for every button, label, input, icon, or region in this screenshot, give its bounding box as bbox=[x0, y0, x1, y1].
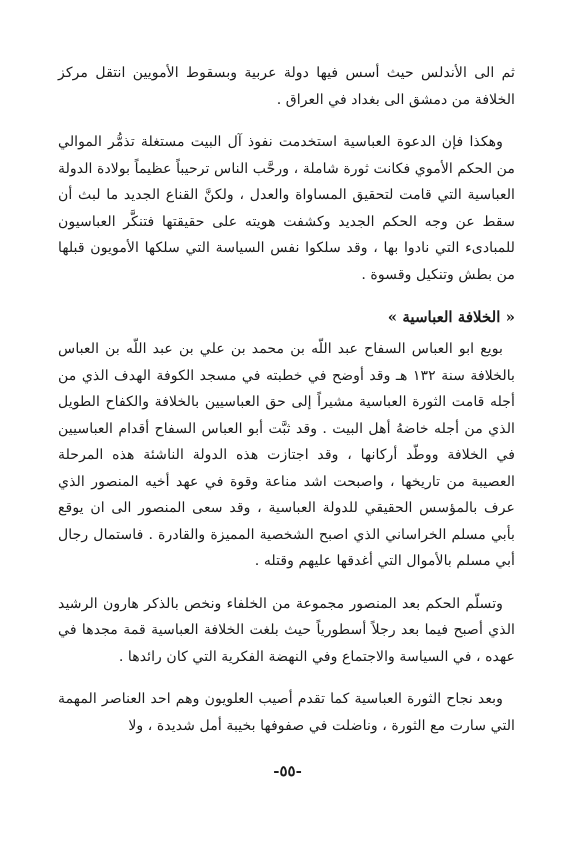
paragraph-3: بويع ابو العباس السفاح عبد اللّه بن محمد بن علي بن عبد اللّه بن العباس بالخلافة سنة ١٣٢ هـ وقد أوضح في خطبته في مسجد الكوفة الهدف الذي من أجله قامت الثورة العباسية مشيراً إلى حق العباسيين بالخلافة والكفاح الطويل الذي من أجله خاضهُ أهل البيت . وقد ثبَّت أبو العباس السفاح أقدام العباسيين في الخلافة ووطّد أركانها ، وقد اجتازت هذه الدولة الناشئة هذه المرحلة العصيبة من تاريخها ، واصبحت اشد مناعة وقوة في عهد أخيه المنصور الذي عرف بالمؤسس الحقيقي للدولة العباسية ، وقد سعى المنصور الى ان يوقع بأبي مسلم الخراساني الذي اصبح الشخصية المميزة والقادرة . فاستمال رجال أبي مسلم بالأموال التي أغدقها عليهم وقتله . bbox=[58, 341, 516, 569]
paragraph-5: وبعد نجاح الثورة العباسية كما تقدم أصيب العلويون وهم احد العناصر المهمة التي سارت مع الثورة ، وناضلت في صفوفها بخيبة أمل شديدة ، ولا bbox=[58, 691, 515, 734]
paragraph-gap bbox=[58, 288, 515, 304]
paragraph-gap bbox=[58, 670, 515, 686]
paragraph-2: وهكذا فإن الدعوة العباسية استخدمت نفوذ آل البيت مستغلة تذمُّر الموالي من الحكم الأموي فكانت ثورة شاملة ، ورحَّب الناس ترحيباً عظيماً بولادة الدولة العباسية التي قامت لتحقيق المساواة والعدل ، ولكنَّ القناع الجديد ما لبث أن سقط عن وجه الحكم الجديد وكشفت هويته على حقيقتها فتنكَّر العباسيون للمبادىء التي نادوا بها ، وقد سلكوا نفس السياسة التي سلكها الأمويون قبلها من بطش وتنكيل وقسوة . bbox=[58, 134, 515, 283]
page-number: -٥٥- bbox=[273, 762, 302, 780]
paragraph-4: وتسلّم الحكم بعد المنصور مجموعة من الخلفاء ونخص بالذكر هارون الرشيد الذي أصبح فيما بعد رجلاً أسطورياً حيث بلغت الخلافة العباسية قمة مجدها في عهده ، في السياسة والاجتماع وفي النهضة الفكرية التي كان رائدها . bbox=[58, 595, 515, 665]
paragraph-1: ثم الى الأندلس حيث أسس فيها دولة عربية وبسقوط الأمويين انتقل مركز الخلافة من دمشق الى بغداد في العراق . bbox=[58, 65, 515, 108]
paragraph-gap bbox=[58, 113, 515, 129]
section-heading: « الخلافة العباسية » bbox=[387, 308, 515, 326]
page-body bbox=[58, 60, 515, 739]
paragraph-gap bbox=[58, 575, 515, 591]
